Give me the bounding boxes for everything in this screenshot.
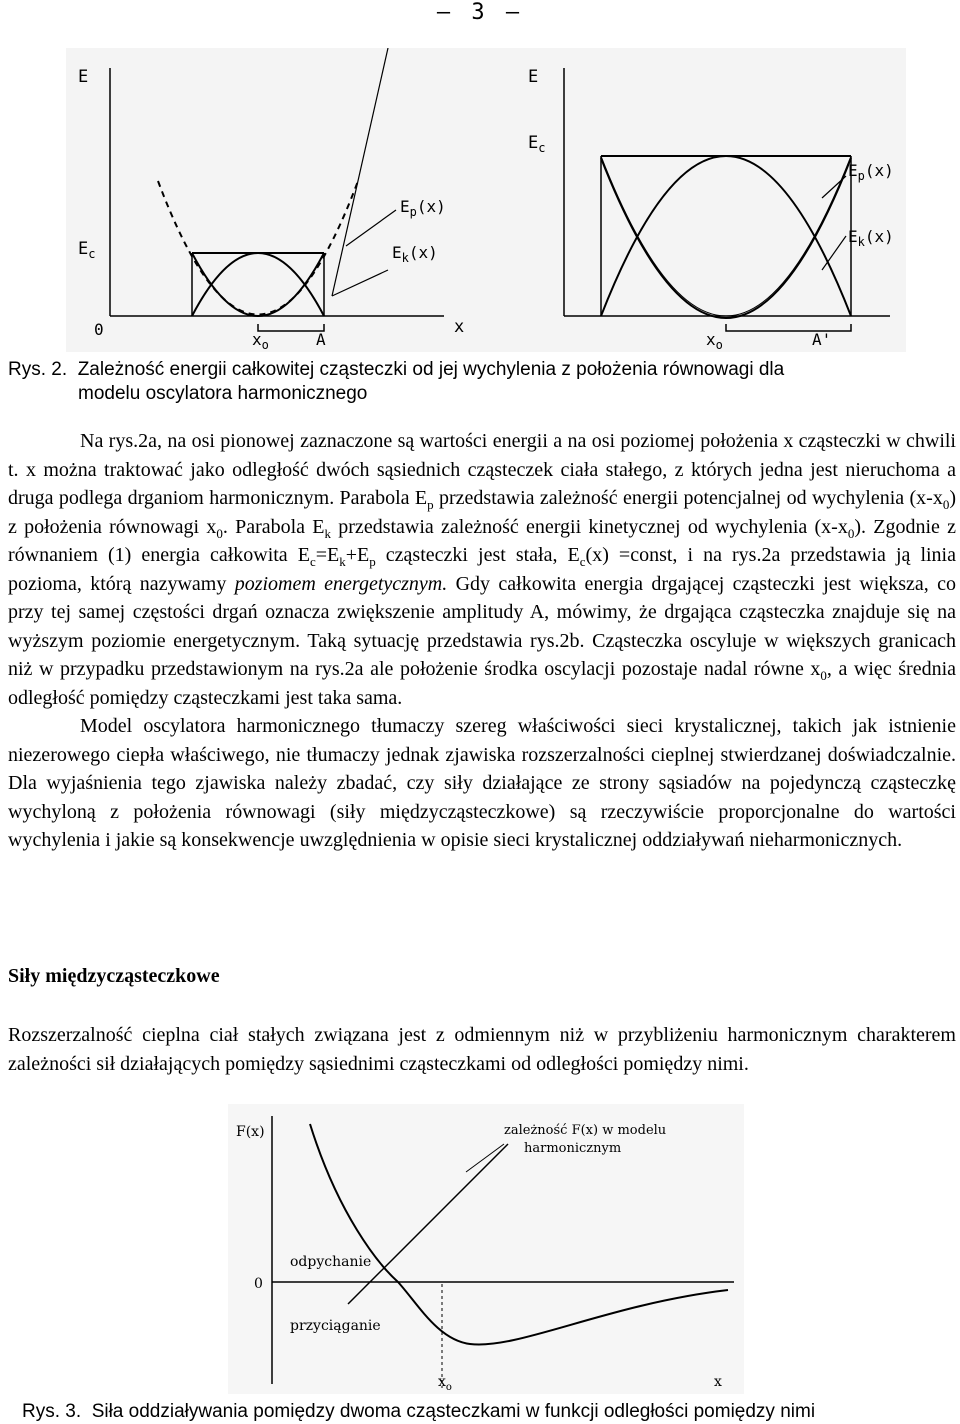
repulsion-label: odpychanie [290,1254,372,1270]
label-Ec: $E_c$ [528,133,546,155]
caption-number: Rys. 3. [22,1401,82,1422]
harmonic-label-line2: harmonicznym [524,1141,622,1156]
figure-3 [228,1104,744,1394]
label-Ek: $E_k(x)$ [848,227,894,249]
attraction-label: przyciąganie [290,1318,381,1334]
figure-2-caption [8,358,956,406]
label-x0: $x_o$ [252,330,269,352]
caption-text-line1: Zależność energii całkowitej cząsteczki od jej wychylenia z położenia równowagi dla [77,359,785,380]
axis-label-E: E [78,67,89,87]
paragraph-1: Na rys.2a, na osi pionowej zaznaczone są wartości energii a na osi poziomej położenia x cząsteczki w chwili t. x można traktować jako odległość dwóch sąsiednich cząsteczek ciała stałego, z których jedna jest nieruchoma a druga podlega drganiom harmonicznym. Parabola $E_p$ przedstawia zależność energii potencjalnej od wychylenia $(x-x_0)$ z położenia równowagi $x_0$. Parabola $E_k$ przedstawia zależność energii kinetycznej od wychylenia $(x-x_0)$. Zgodnie z równaniem (1) energia całkowita $E_c=E_k+E_p$ cząsteczki jest stała, $E_c(x)$ =const, i na rys.2a przedstawia ją linia pozioma, którą nazywamy poziomem energetycznym. Gdy całkowita energia drgającej cząsteczki jest większa, co przy tej samej częstości drgań oznacza zwiększenie amplitudy A, mówimy, że drgająca cząsteczka znajduje się na wyższym poziomie energetycznym. Taką sytuację przedstawia rys.2b. Cząsteczka oscyluje w większych granicach niż w przypadku przedstawionym na rys.2a ale położenie środka oscylacji pozostaje nadal równe $x_0$, a więc średnia odległość pomiędzy cząsteczkami jest taka sama. [8,430,957,709]
label-x0: $x_o$ [438,1374,452,1393]
caption-text: Siła oddziaływania pomiędzy dwoma cząsteczkami w funkcji odległości pomiędzy nimi [91,1401,816,1422]
paragraph-3: Rozszerzalność cieplna ciał stałych związana jest z odmiennym niż w przybliżeniu harmonicznym charakterem zależności sił działających pomiędzy sąsiednimi cząsteczkami od odległości pomiędzy nimi. [8,1024,956,1075]
axis-label-E: E [528,67,539,87]
origin-label: 0 [254,1276,263,1292]
axis-label-x: x [714,1374,722,1390]
section-heading: Siły międzycząsteczkowe [8,965,220,987]
harmonic-label-line1: zależność F(x) w modelu [504,1123,667,1138]
axis-label-Fx: F(x) [236,1124,265,1140]
label-A: A [316,330,326,349]
caption-number: Rys. 2. [8,359,68,380]
label-A-prime: A' [812,330,832,349]
caption-text-line2: modelu oscylatora harmonicznego [78,383,368,404]
label-Ep: $E_p(x)$ [400,197,446,219]
figure-2 [66,48,906,352]
axis-label-x: x [454,317,465,337]
page-number: – 3 – [436,0,524,25]
label-x0: $x_o$ [706,330,723,352]
paragraph-2: Model oscylatora harmonicznego tłumaczy szereg właściwości sieci krystalicznej, takich jak istnienie niezerowego ciepła właściwego, nie tłumaczy jednak zjawiska rozszerzalności cieplnej stwierdzanej doświadczalnie. Dla wyjaśnienia tego zjawiska należy zbadać, czy siły działające ze strony sąsiadów na pojedynczą cząsteczkę wychyloną z położenia równowagi (siły międzycząsteczkowe) są rzeczywiście proporcjonalne do wartości wychylenia i jakie są konsekwencje uwzględnienia w opisie sieci krystalicznej oddziaływań nieharmonicznych. [8,715,956,851]
main-text [8,427,956,855]
label-Ep: $E_p(x)$ [848,161,894,183]
label-Ek: $E_k(x)$ [392,243,438,265]
origin-label: 0 [94,320,104,339]
label-Ec: $E_c$ [78,239,96,261]
figure-3-caption [22,1400,956,1424]
